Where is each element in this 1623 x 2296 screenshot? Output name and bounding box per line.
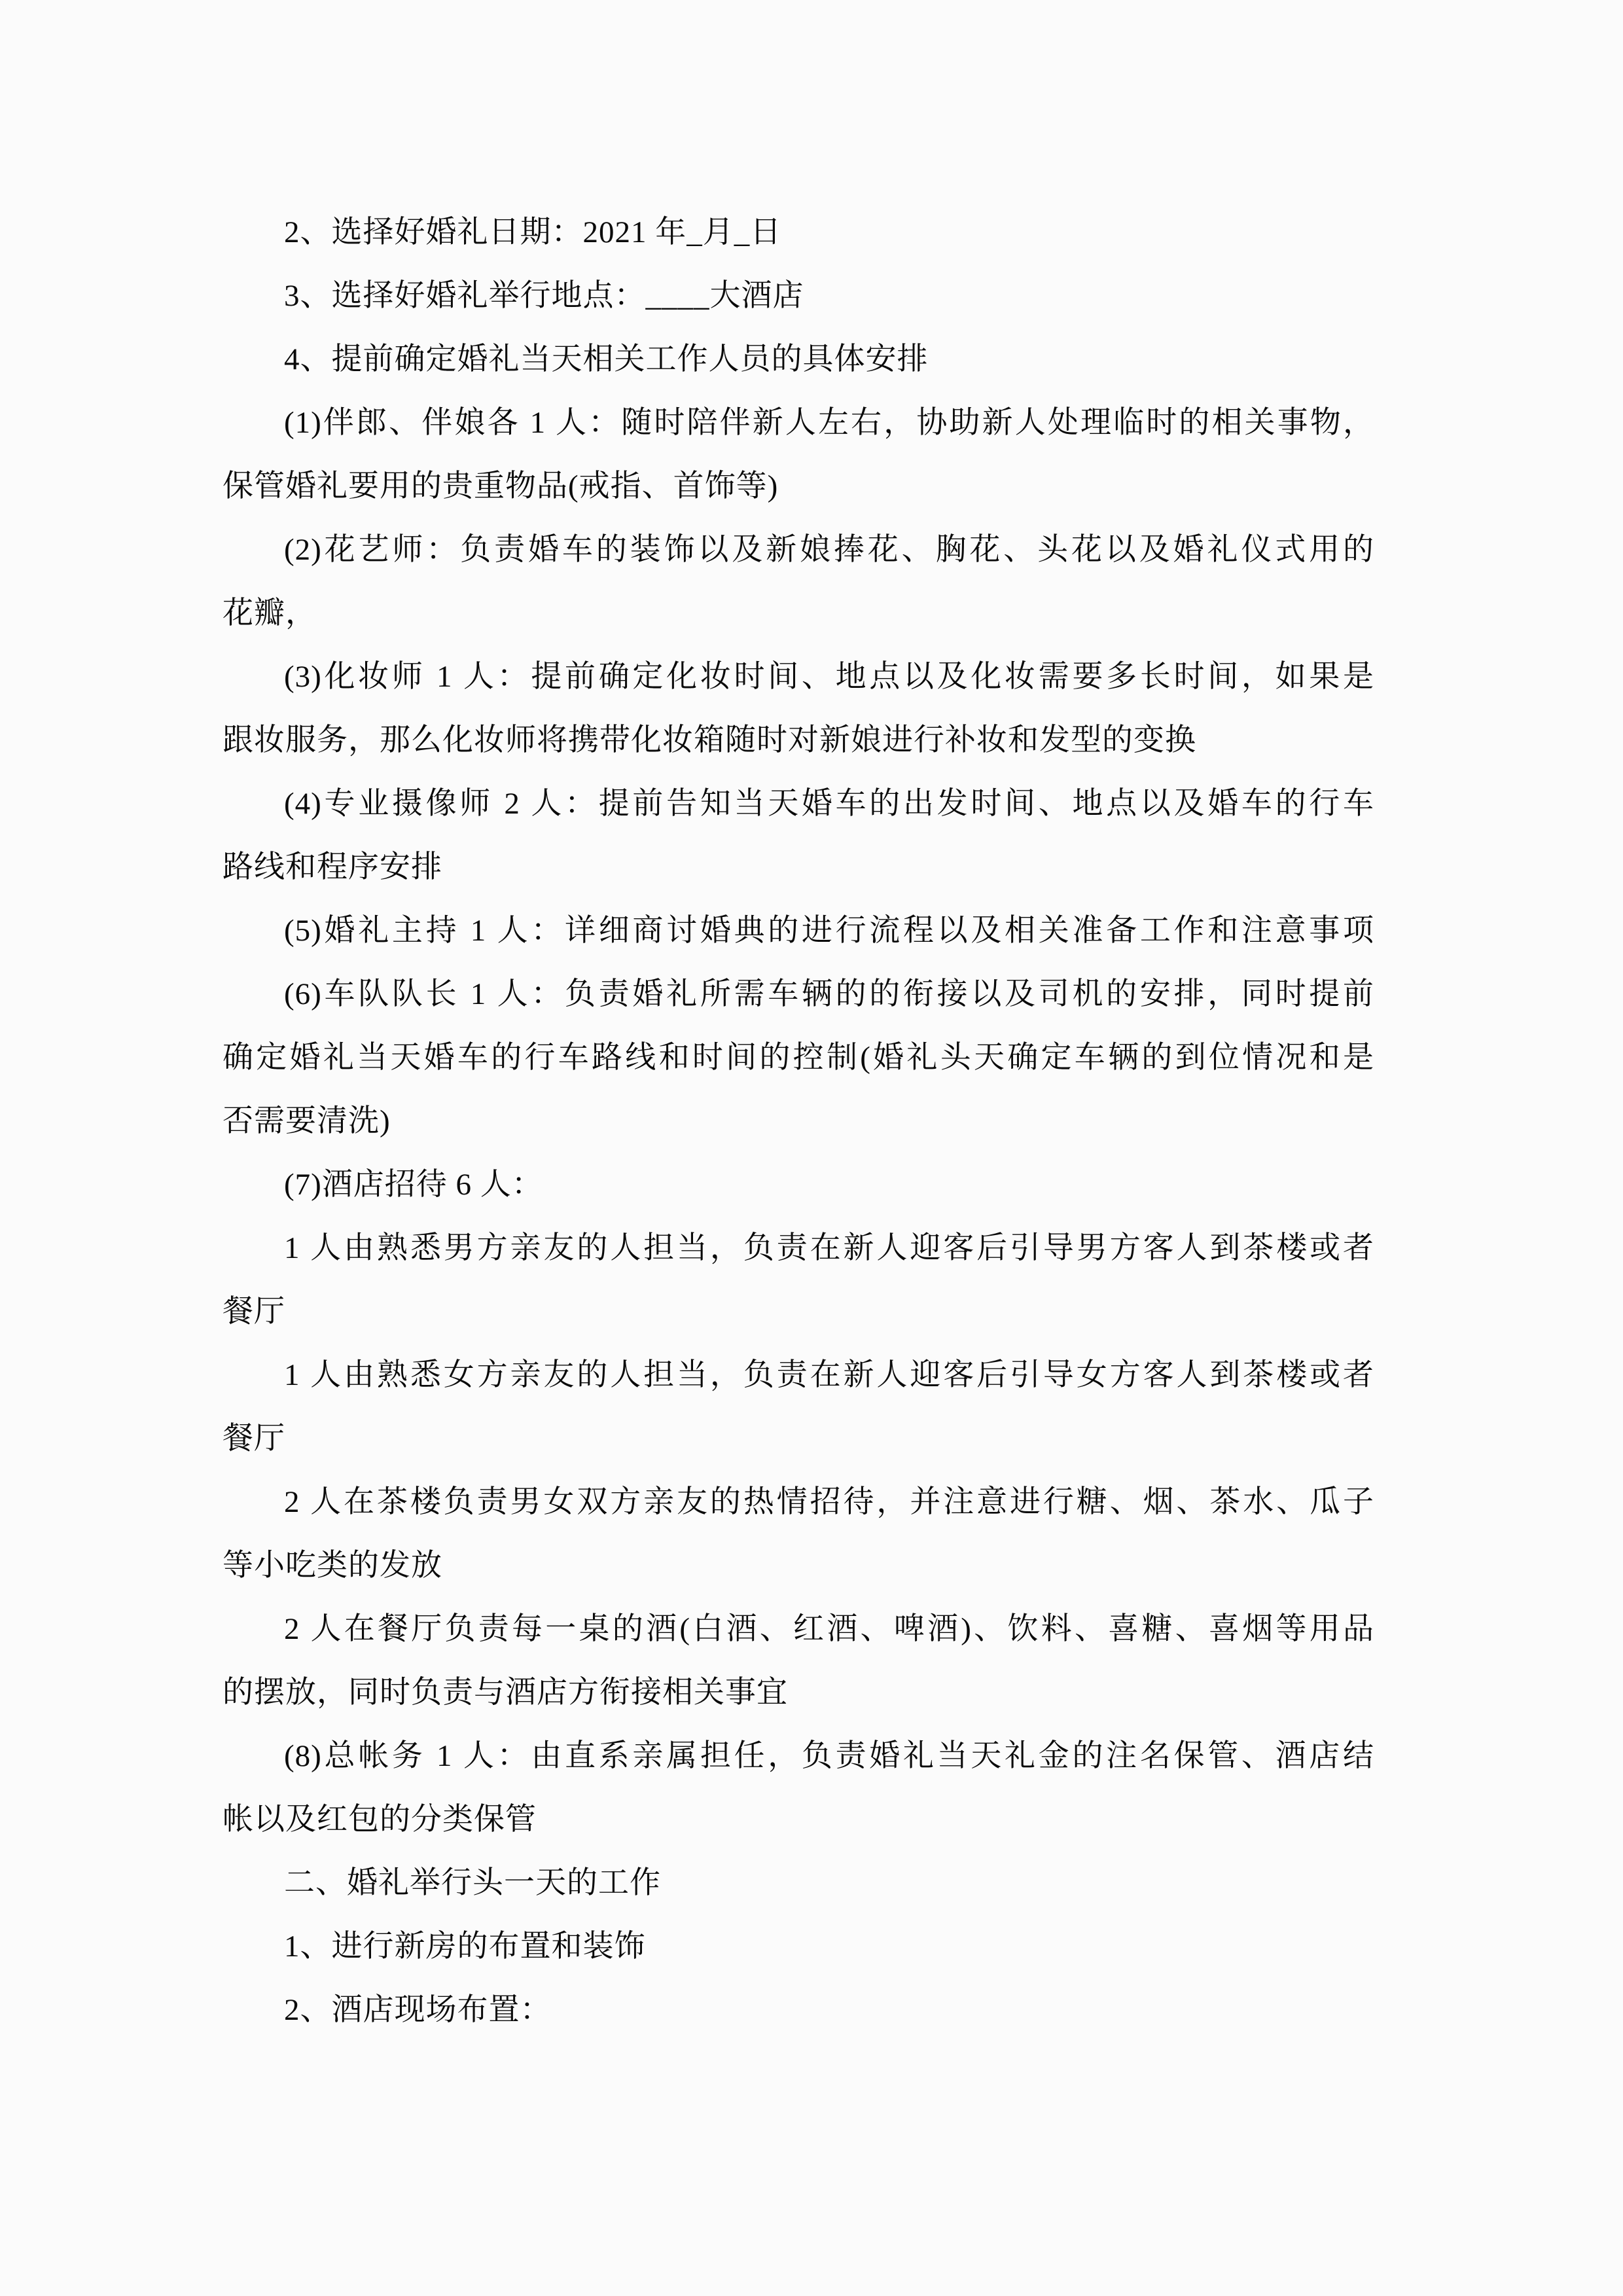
text-line: 保管婚礼要用的贵重物品(戒指、首饰等) [223,469,779,503]
text-line: 1 人由熟悉男方亲友的人担当，负责在新人迎客后引导男方客人到茶楼或者 [284,1231,1374,1265]
text-line: (5)婚礼主持 1 人：详细商讨婚典的进行流程以及相关准备工作和注意事项 [284,914,1374,948]
text-line: (1)伴郎、伴娘各 1 人：随时陪伴新人左右，协助新人处理临时的相关事物， [284,406,1374,440]
text-line: 1、进行新房的布置和装饰 [284,1929,646,1964]
text-line: 否需要清洗) [223,1104,391,1138]
text-line: 确定婚礼当天婚车的行车路线和时间的控制(婚礼头天确定车辆的到位情况和是 [223,1041,1374,1075]
text-line: (2)花艺师：负责婚车的装饰以及新娘捧花、胸花、头花以及婚礼仪式用的 [284,533,1374,567]
text-line: 2、酒店现场布置： [284,1993,552,2027]
text-line: (8)总帐务 1 人：由直系亲属担任，负责婚礼当天礼金的注名保管、酒店结 [284,1739,1374,1773]
text-line: 4、提前确定婚礼当天相关工作人员的具体安排 [284,342,929,376]
text-line: (4)专业摄像师 2 人：提前告知当天婚车的出发时间、地点以及婚车的行车 [284,787,1374,821]
text-line: 等小吃类的发放 [223,1549,442,1583]
text-line: 2、选择好婚礼日期：2021 年_月_日 [284,215,782,249]
text-line: 2 人在餐厅负责每一桌的酒(白酒、红酒、啤酒)、饮料、喜糖、喜烟等用品 [284,1612,1374,1646]
text-line: 的摆放，同时负责与酒店方衔接相关事宜 [223,1676,788,1710]
text-line: (3)化妆师 1 人：提前确定化妆时间、地点以及化妆需要多长时间，如果是 [284,660,1374,694]
text-line: (6)车队队长 1 人：负责婚礼所需车辆的的衔接以及司机的安排，同时提前 [284,977,1374,1011]
document-body [223,201,1374,2042]
text-line: 2 人在茶楼负责男女双方亲友的热情招待，并注意进行糖、烟、茶水、瓜子 [284,1485,1374,1519]
text-line: 餐厅 [223,1422,285,1456]
text-line: (7)酒店招待 6 人： [284,1168,543,1202]
text-line: 二、婚礼举行头一天的工作 [284,1866,661,1900]
text-line: 帐以及红包的分类保管 [223,1803,537,1837]
text-line: 1 人由熟悉女方亲友的人担当，负责在新人迎客后引导女方客人到茶楼或者 [284,1358,1374,1392]
text-line: 花瓣， [223,596,317,630]
text-line: 路线和程序安排 [223,850,442,884]
text-line: 跟妆服务，那么化妆师将携带化妆箱随时对新娘进行补妆和发型的变换 [223,723,1196,757]
text-line: 餐厅 [223,1295,285,1329]
text-line: 3、选择好婚礼举行地点：____大酒店 [284,279,804,313]
